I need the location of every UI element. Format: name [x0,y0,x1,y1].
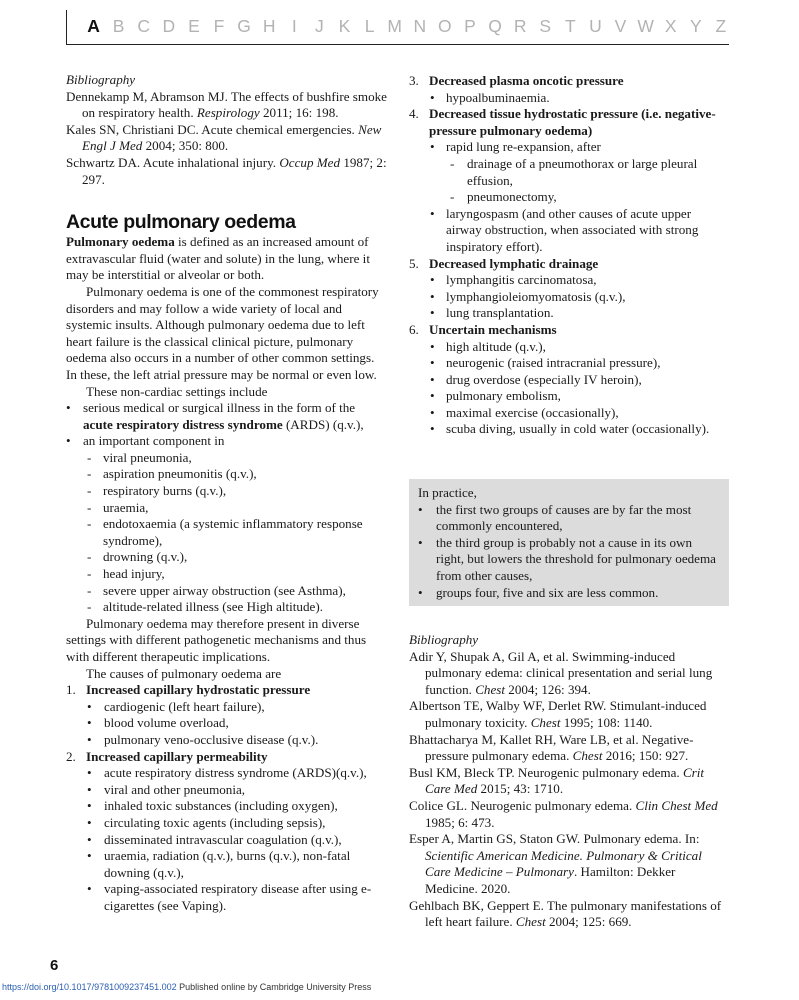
cause-number: 1. [66,682,76,698]
alphabet-letter-i: I [291,16,297,36]
cause-number: 3. [409,73,419,88]
list-item: • lymphangitis carcinomatosa, [409,272,729,289]
ref-details: 2011; 16: 198. [259,105,339,121]
alphabet-letter-g: G [237,16,251,36]
list-item: - viral pneumonia, [66,450,388,467]
ref-details: 1987; 2: 297. [82,154,387,187]
alphabet-letter-c: C [137,16,151,36]
alphabet-letter-x: X [664,16,677,36]
ref-details: 1985; 6: 473. [425,814,495,830]
alphabet-letter-a: A [87,16,100,36]
bibliography-entry [409,831,729,897]
alphabet-letter-v: V [614,16,627,36]
list-item: • groups four, five and six are less common. [418,585,723,602]
list-item: - endotoxaemia (a systemic inflammatory response syndrome), [66,516,388,549]
alphabet-letter-w: W [637,16,654,36]
ref-authors-title: Albertson TE, Walby WF, Derlet RW. Stimulant-induced pulmonary toxicity. [409,698,707,730]
alphabet-letter-d: D [162,16,176,36]
ref-authors-title: Esper A, Martin GS, Staton GW. Pulmonary edema. In: [409,831,700,847]
cause-title: Uncertain mechanisms [429,321,557,337]
alphabet-letter-z: Z [715,16,727,36]
cause-heading [66,682,388,699]
left-column [66,72,388,915]
list-item: • vaping-associated respiratory disease after using e-cigarettes (see Vaping). [66,881,388,914]
ref-journal: Scientific American Medicine. Pulmonary & Critical Care Medicine – Pulmonary [425,847,702,880]
bibliography-entry [66,89,388,122]
list-item: • lung transplantation. [409,305,729,322]
bibliography-entry [409,698,729,731]
list-item: • high altitude (q.v.), [409,339,729,356]
ref-journal: Chest [572,748,603,764]
bibliography-entry [409,798,729,831]
list-item: • inhaled toxic substances (including oxygen), [66,798,388,815]
list-item: • rapid lung re-expansion, after [409,139,729,156]
cause-number: 5. [409,255,419,271]
list-item: - aspiration pneumonitis (q.v.), [66,466,388,483]
ref-journal: New Engl J Med [82,121,382,154]
bibliography-entry [409,732,729,765]
list-item: • uraemia, radiation (q.v.), burns (q.v.), non-fatal downing (q.v.), [66,848,388,881]
list-item: - uraemia, [66,500,388,517]
list-item: • laryngospasm (and other causes of acute upper airway obstruction, when associated with strong inspiratory effort). [409,206,729,256]
causes-list-right [409,73,729,438]
ref-authors-title: Dennekamp M, Abramson MJ. The effects of bushfire smoke on respiratory health. [66,88,387,121]
section-title: Acute pulmonary oedema [66,211,296,234]
cause-items [409,90,729,107]
ref-journal: Chest [515,914,546,930]
paragraph-diverse: Pulmonary oedema may therefore present in diverse settings with different pathogenetic mechanisms and thus with different therapeutic implications. [66,615,367,664]
list-item: • the third group is probably not a cause in its own right, but lowers the threshold for pulmonary oedema from other causes, [418,535,723,585]
list-item: • viral and other pneumonia, [66,782,388,799]
bibliography-entry [409,649,729,699]
list-item: • an important component in [66,433,388,450]
bibliography-entry [66,155,388,188]
ref-authors-title: Gehlbach BK, Geppert E. The pulmonary manifestations of left heart failure. [409,897,722,930]
cause-heading [409,256,729,273]
paragraph-commonest: Pulmonary oedema is one of the commonest respiratory disorders and may follow a wide variety of local and systemic insults. Although pulmonary oedema due to left heart failure is the classical clinical picture, pulmonary oedema also occurs in a number of other common settings. In these, the left atrial pressure may be normal or even low. [66,283,379,382]
cause-title: Decreased lymphatic drainage [429,255,599,271]
alphabet-row [81,16,733,37]
list-item: • drug overdose (especially IV heroin), [409,372,729,389]
ref-journal: Occup Med [279,154,341,170]
ref-details: 2004; 350: 800. [142,138,229,154]
list-item: - respiratory burns (q.v.), [66,483,388,500]
cause-number: 4. [409,106,419,122]
alphabet-letter-l: L [364,16,375,36]
alphabet-letter-r: R [513,16,527,36]
bibliography-bottom [409,632,729,931]
alphabet-letter-h: H [262,16,276,36]
ref-journal: Crit Care Med [425,764,705,797]
right-column [409,73,729,438]
alphabet-letter-p: P [464,16,476,36]
alphabet-letter-s: S [539,16,552,36]
ref-authors-title: Colice GL. Neurogenic pulmonary edema. [409,797,636,813]
cause-title: Decreased tissue hydrostatic pressure (i.e. negative-pressure pulmonary oedema) [429,106,716,138]
list-item: - pneumonectomy, [409,189,729,206]
ref-details: 1995; 108: 1140. [560,714,653,730]
ref-details: . Hamilton: Dekker Medicine. 2020. [425,864,676,896]
alphabet-letter-o: O [438,16,452,36]
ref-authors-title: Busl KM, Bleck TP. Neurogenic pulmonary edema. [409,764,683,780]
alphabet-letter-t: T [564,16,576,36]
list-item: • disseminated intravascular coagulation (q.v.), [66,832,388,849]
footer-published: Published online by Cambridge University Press [176,982,372,992]
list-item: - drowning (q.v.), [66,549,388,566]
bibliography-heading: Bibliography [66,72,136,87]
list-item: • scuba diving, usually in cold water (occasionally). [409,421,729,438]
alphabet-letter-k: K [338,16,351,36]
cause-items [66,765,388,914]
cause-items [66,699,388,749]
paragraph-settings-intro: These non-cardiac settings include [86,383,268,399]
list-item: - drainage of a pneumothorax or large pleural effusion, [409,156,729,189]
alphabet-letter-j: J [315,16,324,36]
alphabet-index [66,10,729,45]
alphabet-letter-n: N [413,16,427,36]
intro-definition: is defined as an increased amount of extravascular fluid (water and solute) in the lung, where it may be interstitial or alveolar or both. [66,234,370,283]
ref-details: 2004; 125: 669. [545,914,632,930]
list-item: • cardiogenic (left heart failure), [66,699,388,716]
list-item: • maximal exercise (occasionally), [409,405,729,422]
ref-journal: Clin Chest Med [635,797,718,813]
settings-sublist [66,450,388,616]
bibliography-top-list [66,89,388,189]
cause-heading [66,749,388,766]
ref-authors-title: Schwartz DA. Acute inhalational injury. [66,154,280,170]
practice-list [418,502,723,602]
cause-number: 2. [66,748,76,764]
alphabet-letter-u: U [589,16,602,36]
bibliography-entry [409,765,729,798]
list-item: • lymphangioleiomyomatosis (q.v.), [409,289,729,306]
intro-paragraph [66,234,388,284]
paragraph-causes-intro: The causes of pulmonary oedema are [86,665,282,681]
cause-items [409,139,729,255]
ref-details: 2016; 150: 927. [602,748,689,764]
practice-intro: In practice, [418,485,477,500]
ref-authors-title: Kales SN, Christiani DC. Acute chemical emergencies. [66,121,359,137]
causes-list-left [66,682,388,914]
list-item: • pulmonary veno-occlusive disease (q.v.). [66,732,388,749]
ref-journal: Chest [530,714,561,730]
alphabet-letter-f: F [213,16,225,36]
bibliography-entry [66,122,388,155]
bibliography-heading: Bibliography [409,632,479,647]
list-item: - altitude-related illness (see High altitude). [66,599,388,616]
alphabet-letter-e: E [188,16,200,36]
settings-list [66,400,388,450]
cause-title: Increased capillary permeability [86,748,268,764]
list-item: • acute respiratory distress syndrome (ARDS)(q.v.), [66,765,388,782]
alphabet-letter-y: Y [689,16,702,36]
list-item: • pulmonary embolism, [409,388,729,405]
cause-heading [409,73,729,90]
list-item: - severe upper airway obstruction (see Asthma), [66,583,388,600]
list-item: • blood volume overload, [66,715,388,732]
cause-heading [409,322,729,339]
alphabet-letter-q: Q [488,16,502,36]
ref-journal: Chest [475,681,506,697]
intro-term: Pulmonary oedema [66,234,175,250]
ref-journal: Respirology [196,105,260,121]
list-item: • the first two groups of causes are by far the most commonly encountered, [418,502,723,535]
ref-details: 2004; 126: 394. [505,681,591,697]
list-item: • hypoalbuminaemia. [409,90,729,107]
bibliography-entry [409,898,729,931]
cause-items [409,339,729,439]
cause-number: 6. [409,321,419,337]
footer [2,982,371,992]
list-item: • serious medical or surgical illness in the form of the acute respiratory distress syndrome (ARDS) (q.v.), [66,400,388,433]
ref-authors-title: Adir Y, Shupak A, Gil A, et al. Swimming-induced pulmonary edema: clinical presentation and serial lung function. [409,648,713,697]
doi-link[interactable]: https://doi.org/10.1017/9781009237451.002 [2,982,177,992]
list-item: • neurogenic (raised intracranial pressure), [409,355,729,372]
practice-box [409,479,729,606]
bibliography-bottom-list [409,649,729,931]
alphabet-letter-m: M [387,16,402,36]
alphabet-letter-b: B [112,16,125,36]
page-number: 6 [50,957,59,974]
cause-title: Increased capillary hydrostatic pressure [86,682,311,698]
ref-authors-title: Bhattacharya M, Kallet RH, Ware LB, et al. Negative-pressure pulmonary edema. [409,731,694,764]
list-item: - head injury, [66,566,388,583]
list-item: • circulating toxic agents (including sepsis), [66,815,388,832]
ref-details: 2015; 43: 1710. [477,781,564,797]
cause-title: Decreased plasma oncotic pressure [429,73,624,88]
cause-items [409,272,729,322]
cause-heading [409,106,729,139]
